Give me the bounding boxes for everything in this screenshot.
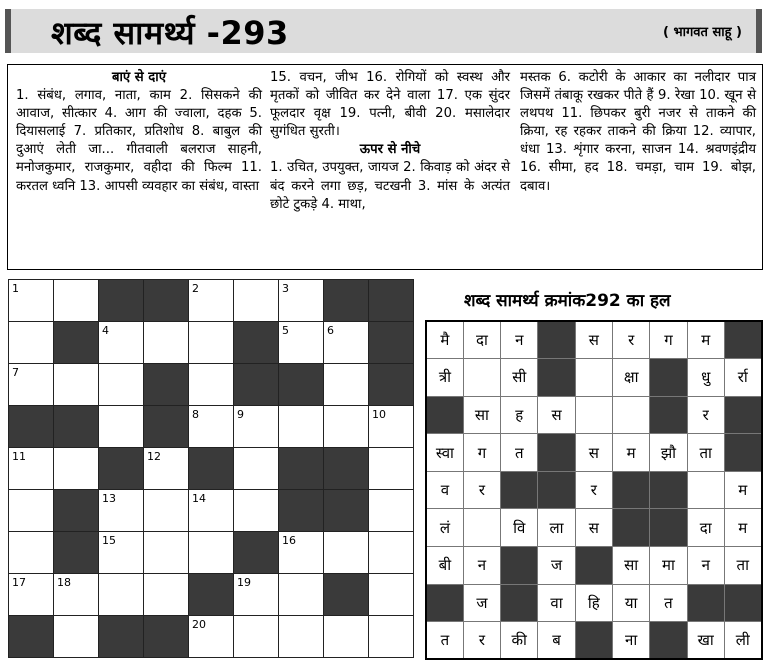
black-cell: [144, 364, 189, 406]
grid-cell[interactable]: [99, 364, 144, 406]
grid-row: [9, 280, 414, 322]
solution-black-cell: [612, 471, 649, 509]
grid-cell[interactable]: [99, 574, 144, 616]
solution-cell: त्री: [426, 359, 463, 397]
solution-cell: न: [463, 547, 500, 585]
down-heading: ऊपर से नीचे: [359, 142, 421, 158]
solution-black-cell: [426, 584, 463, 622]
grid-cell[interactable]: [189, 616, 234, 658]
clues-column-1: [16, 69, 262, 196]
solution-black-cell: [650, 509, 687, 547]
solution-black-cell: [501, 471, 538, 509]
solution-cell: सा: [463, 396, 500, 434]
solution-black-cell: [724, 584, 761, 622]
solution-cell: [463, 509, 500, 547]
grid-cell[interactable]: [369, 448, 414, 490]
solution-black-cell: [538, 359, 575, 397]
solution-cell: [687, 471, 724, 509]
black-cell: [279, 448, 324, 490]
solution-cell: दा: [463, 321, 500, 359]
solution-cell: म: [687, 321, 724, 359]
solution-cell: वा: [538, 584, 575, 622]
black-cell: [189, 448, 234, 490]
cell-number: 8: [192, 408, 199, 421]
solution-black-cell: [426, 396, 463, 434]
black-cell: [324, 280, 369, 322]
grid-row: [9, 616, 414, 658]
black-cell: [369, 280, 414, 322]
solution-cell: [463, 359, 500, 397]
grid-cell[interactable]: [99, 490, 144, 532]
cell-number: 5: [282, 324, 289, 337]
black-cell: [369, 322, 414, 364]
solution-cell: [575, 396, 612, 434]
down-clues-text-cont: मस्तक 6. कटोरी के आकार का नलीदार पात्र जिसमें तंबाकू रखकर पीते हैं 9. रेखा 10. खून से लथपथ 11. छिपकर बुरी नजर से ताकने की क्रिया, रह रहकर ताकने की क्रिया 12. व्यापार, धंधा 13. शृंगार करना, साजन 14. श्रवणइंद्रीय 16. सीमा, हद 18. चमड़ा, चाम 19. बोझ, दबाव।: [520, 70, 756, 194]
grid-cell[interactable]: [54, 448, 99, 490]
solution-cell: [612, 396, 649, 434]
solution-cell: स: [575, 434, 612, 472]
grid-cell[interactable]: [144, 532, 189, 574]
cell-number: 9: [237, 408, 244, 421]
black-cell: [369, 364, 414, 406]
grid-cell[interactable]: [9, 532, 54, 574]
solution-row: [426, 509, 762, 547]
cell-number: 18: [57, 576, 71, 589]
cell-number: 11: [12, 450, 26, 463]
solution-grid: [425, 320, 763, 660]
black-cell: [54, 532, 99, 574]
black-cell: [54, 322, 99, 364]
solution-cell: स: [575, 509, 612, 547]
solution-row: [426, 321, 762, 359]
solution-black-cell: [687, 584, 724, 622]
grid-row: [9, 448, 414, 490]
solution-cell: त: [650, 584, 687, 622]
solution-cell: ग: [650, 321, 687, 359]
cell-number: 7: [12, 366, 19, 379]
black-cell: [279, 490, 324, 532]
solution-cell: ह: [501, 396, 538, 434]
solution-cell: सा: [612, 547, 649, 585]
grid-cell[interactable]: [9, 490, 54, 532]
grid-cell[interactable]: [324, 364, 369, 406]
grid-cell[interactable]: [189, 490, 234, 532]
across-heading: बाएं से दाएं: [111, 70, 167, 85]
solution-black-cell: [650, 471, 687, 509]
solution-cell: म: [724, 509, 761, 547]
black-cell: [234, 322, 279, 364]
solution-cell: झौ: [650, 434, 687, 472]
across-clues-text: 1. संबंध, लगाव, नाता, काम 2. सिसकने की आवाज, सीत्कार 4. आग की ज्वाला, दहक 5. दियासलाई 7. प्रतिकार, प्रतिशोध 8. बाबुल की दुआएं लेती जा... गीतवाली बलराज साहनी, मनोजकुमार, राजकुमार, वहीदा की फिल्म 11. करतल ध्वनि 13. आपसी व्यवहार का संबंध, वास्ता: [16, 88, 262, 194]
black-cell: [279, 364, 324, 406]
solution-cell: र: [687, 396, 724, 434]
grid-cell[interactable]: [369, 616, 414, 658]
grid-cell[interactable]: [234, 448, 279, 490]
cell-number: 16: [282, 534, 296, 547]
solution-cell: ला: [538, 509, 575, 547]
solution-cell: स्वा: [426, 434, 463, 472]
grid-cell[interactable]: [279, 616, 324, 658]
solution-cell: ग: [463, 434, 500, 472]
black-cell: [189, 574, 234, 616]
black-cell: [324, 490, 369, 532]
grid-cell[interactable]: [144, 322, 189, 364]
down-clues-text: 1. उचित, उपयुक्त, जायज 2. किवाड़ को अंदर से बंद करने लगा छड़, चटखनी 3. मांस के अत्यंत छोटे टुकड़े 4. माथा,: [270, 160, 510, 212]
solution-cell: स: [538, 396, 575, 434]
solution-cell: मा: [650, 547, 687, 585]
solution-cell: न: [501, 321, 538, 359]
across-clues-text-cont: 15. वचन, जीभ 16. रोगियों को स्वस्थ और मृतकों को जीवित कर देने वाला 17. एक सुंदर फूलदार वृक्ष 19. पत्नी, बीवी 20. मसालेदार सुगंधित सुरती।: [270, 70, 510, 140]
solution-cell: मै: [426, 321, 463, 359]
black-cell: [234, 532, 279, 574]
grid-cell[interactable]: [279, 280, 324, 322]
grid-cell[interactable]: [189, 532, 234, 574]
solution-cell: ज: [463, 584, 500, 622]
grid-cell[interactable]: [234, 406, 279, 448]
grid-cell[interactable]: [324, 406, 369, 448]
grid-cell[interactable]: [9, 448, 54, 490]
solution-black-cell: [575, 547, 612, 585]
grid-cell[interactable]: [54, 574, 99, 616]
solution-cell: लं: [426, 509, 463, 547]
grid-cell[interactable]: [144, 448, 189, 490]
grid-cell[interactable]: [9, 322, 54, 364]
puzzle-grid: [8, 279, 414, 658]
solution-cell: र: [463, 622, 500, 660]
solution-cell: या: [612, 584, 649, 622]
grid-cell[interactable]: [234, 490, 279, 532]
black-cell: [234, 364, 279, 406]
solution-cell: त: [501, 434, 538, 472]
cell-number: 19: [237, 576, 251, 589]
grid-cell[interactable]: [54, 616, 99, 658]
grid-cell[interactable]: [279, 574, 324, 616]
grid-cell[interactable]: [234, 574, 279, 616]
grid-row: [9, 532, 414, 574]
grid-cell[interactable]: [189, 280, 234, 322]
grid-cell[interactable]: [99, 322, 144, 364]
cell-number: 15: [102, 534, 116, 547]
solution-row: [426, 584, 762, 622]
solution-black-cell: [724, 434, 761, 472]
grid-cell[interactable]: [144, 490, 189, 532]
solution-row: [426, 622, 762, 660]
cell-number: 1: [12, 282, 19, 295]
clues-column-3: [520, 69, 756, 196]
solution-black-cell: [650, 359, 687, 397]
cell-number: 20: [192, 618, 206, 631]
solution-cell: र: [575, 471, 612, 509]
black-cell: [324, 448, 369, 490]
solution-black-cell: [650, 396, 687, 434]
solution-row: [426, 434, 762, 472]
grid-cell[interactable]: [189, 322, 234, 364]
grid-cell[interactable]: [369, 406, 414, 448]
solution-title: शब्द सामर्थ्य क्रमांक292 का हल: [464, 291, 671, 311]
solution-cell: र: [463, 471, 500, 509]
solution-black-cell: [650, 622, 687, 660]
grid-cell[interactable]: [9, 574, 54, 616]
solution-cell: त: [426, 622, 463, 660]
grid-cell[interactable]: [324, 532, 369, 574]
solution-black-cell: [538, 434, 575, 472]
grid-cell[interactable]: [189, 364, 234, 406]
solution-black-cell: [501, 547, 538, 585]
cell-number: 4: [102, 324, 109, 337]
solution-cell: हि: [575, 584, 612, 622]
cell-number: 17: [12, 576, 26, 589]
grid-cell[interactable]: [54, 280, 99, 322]
grid-row: [9, 490, 414, 532]
black-cell: [144, 280, 189, 322]
grid-cell[interactable]: [279, 406, 324, 448]
cell-number: 14: [192, 492, 206, 505]
solution-black-cell: [538, 471, 575, 509]
solution-row: [426, 396, 762, 434]
solution-cell: व: [426, 471, 463, 509]
black-cell: [324, 574, 369, 616]
solution-cell: सी: [501, 359, 538, 397]
solution-cell: म: [724, 471, 761, 509]
solution-cell: ना: [612, 622, 649, 660]
black-cell: [9, 406, 54, 448]
solution-cell: ता: [687, 434, 724, 472]
grid-row: [9, 406, 414, 448]
solution-cell: ज: [538, 547, 575, 585]
grid-row: [9, 574, 414, 616]
solution-cell: [575, 359, 612, 397]
solution-row: [426, 547, 762, 585]
grid-row: [9, 322, 414, 364]
grid-cell[interactable]: [324, 616, 369, 658]
grid-cell[interactable]: [9, 364, 54, 406]
cell-number: 6: [327, 324, 334, 337]
solution-black-cell: [575, 622, 612, 660]
grid-cell[interactable]: [369, 490, 414, 532]
grid-cell[interactable]: [369, 574, 414, 616]
solution-cell: स: [575, 321, 612, 359]
solution-cell: र: [612, 321, 649, 359]
solution-cell: न: [687, 547, 724, 585]
grid-cell[interactable]: [144, 574, 189, 616]
grid-cell[interactable]: [99, 406, 144, 448]
grid-cell[interactable]: [234, 280, 279, 322]
black-cell: [144, 406, 189, 448]
cell-number: 10: [372, 408, 386, 421]
solution-cell: र्रा: [724, 359, 761, 397]
solution-cell: खा: [687, 622, 724, 660]
solution-cell: वि: [501, 509, 538, 547]
grid-row: [9, 364, 414, 406]
grid-cell[interactable]: [54, 364, 99, 406]
clues-box: [7, 64, 763, 270]
grid-cell[interactable]: [324, 322, 369, 364]
grid-cell[interactable]: [99, 532, 144, 574]
solution-cell: की: [501, 622, 538, 660]
solution-cell: ली: [724, 622, 761, 660]
solution-cell: ता: [724, 547, 761, 585]
cell-number: 2: [192, 282, 199, 295]
black-cell: [144, 616, 189, 658]
header-bar: [5, 9, 762, 53]
solution-cell: बी: [426, 547, 463, 585]
grid-cell[interactable]: [189, 406, 234, 448]
solution-black-cell: [612, 509, 649, 547]
solution-black-cell: [538, 321, 575, 359]
solution-black-cell: [724, 321, 761, 359]
solution-cell: क्षा: [612, 359, 649, 397]
solution-black-cell: [501, 584, 538, 622]
page-title: शब्द सामर्थ्य -293: [51, 14, 289, 52]
black-cell: [54, 490, 99, 532]
solution-row: [426, 359, 762, 397]
solution-black-cell: [724, 396, 761, 434]
author-name: ( भागवत साहू ): [663, 25, 742, 40]
grid-cell[interactable]: [369, 532, 414, 574]
solution-cell: धु: [687, 359, 724, 397]
solution-cell: म: [612, 434, 649, 472]
cell-number: 13: [102, 492, 116, 505]
solution-cell: दा: [687, 509, 724, 547]
solution-cell: ब: [538, 622, 575, 660]
black-cell: [99, 448, 144, 490]
black-cell: [99, 280, 144, 322]
grid-cell[interactable]: [234, 616, 279, 658]
cell-number: 3: [282, 282, 289, 295]
black-cell: [54, 406, 99, 448]
black-cell: [9, 616, 54, 658]
cell-number: 12: [147, 450, 161, 463]
grid-cell[interactable]: [279, 532, 324, 574]
grid-cell[interactable]: [279, 322, 324, 364]
grid-cell[interactable]: [9, 280, 54, 322]
clues-column-2: [270, 69, 510, 214]
black-cell: [99, 616, 144, 658]
solution-row: [426, 471, 762, 509]
